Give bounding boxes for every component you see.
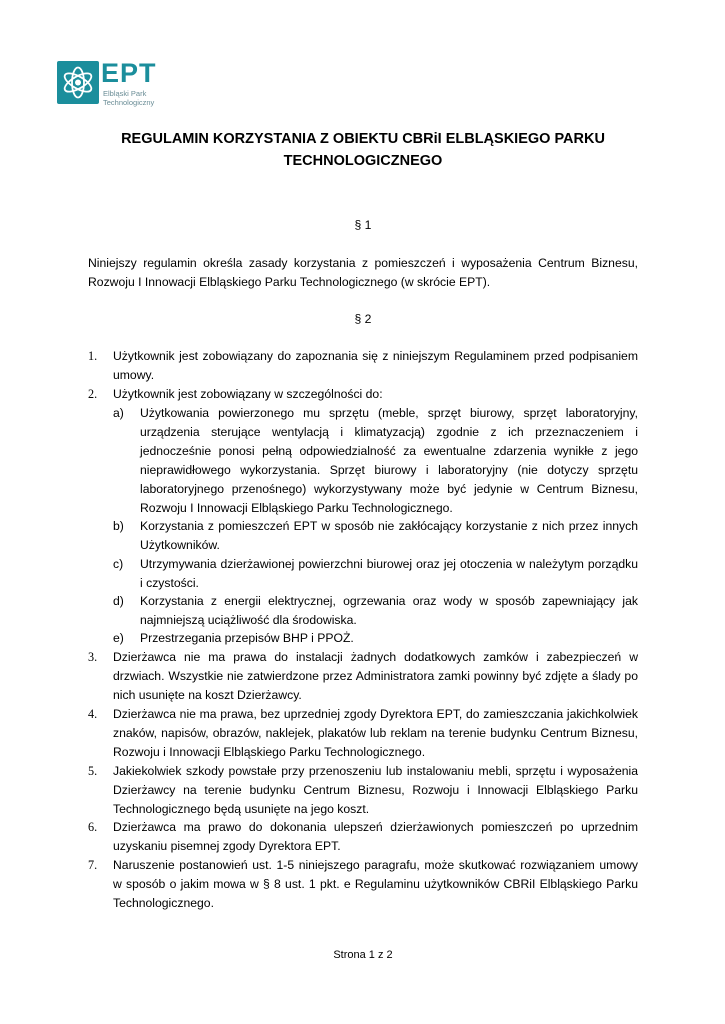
list-item: Naruszenie postanowień ust. 1-5 niniejszego paragrafu, może skutkować rozwiązaniem umowy w sposób o jakim mowa w § 8 ust. 1 pkt. e Regulaminu użytkowników CBRiI Elbląskiego Parku Technologicznego. [113, 858, 638, 910]
logo-subtitle-line1: Elbląski Park [103, 89, 147, 98]
section-2-mark: § 2 [354, 312, 372, 326]
list-item-number: 5. [88, 764, 98, 778]
sublist-item-letter: a) [113, 406, 124, 420]
list-item-number: 7. [88, 858, 98, 872]
list-item-number: 2. [88, 387, 98, 401]
sublist-item: Utrzymywania dzierżawionej powierzchni biurowej oraz jej otoczenia w należytym porządku i czystości. [140, 557, 638, 590]
sublist-item: Użytkowania powierzonego mu sprzętu (meble, sprzęt biurowy, sprzęt laboratoryjny, urządzenia sterujące wentylacją i klimatyzacją) zgodnie z ich przeznaczeniem i jednocześnie ponosi pełną odpowiedzialność za ewentualne zdarzenia wynikłe z jego nieprawidłowego wykorzystania. Sprzęt biurowy i laboratoryjny (nie dotyczy sprzętu laboratoryjnego przenośnego) wykorzystywany może być jedynie w Centrum Biznesu, Rozwoju I Innowacji Elbląskiego Parku Technologicznego. [140, 406, 638, 515]
logo-subtitle-line2: Technologiczny [103, 98, 155, 107]
section-1-text: Niniejszy regulamin określa zasady korzystania z pomieszczeń i wyposażenia Centrum Biznesu, Rozwoju I Innowacji Elbląskiego Parku Technologicznego (w skrócie EPT). [88, 256, 638, 289]
list-item-number: 4. [88, 707, 98, 721]
list-item-number: 1. [88, 349, 98, 363]
atom-icon [57, 61, 99, 104]
sublist-item: Korzystania z pomieszczeń EPT w sposób nie zakłócający korzystanie z nich przez innych Użytkowników. [140, 519, 638, 552]
title-line-2: TECHNOLOGICZNEGO [283, 153, 443, 169]
list-item: Dzierżawca ma prawo do dokonania ulepszeń dzierżawionych pomieszczeń po uprzednim uzyskaniu pisemnej zgody Dyrektora EPT. [113, 820, 638, 853]
list-item: Dzierżawca nie ma prawa, bez uprzedniej zgody Dyrektora EPT, do zamieszczania jakichkolwiek znaków, napisów, obrazów, naklejek, plakatów lub reklam na terenie budynku Centrum Biznesu, Rozwoju i Innowacji Elbląskiego Parku Technologicznego. [113, 707, 638, 759]
sublist-item-letter: b) [113, 519, 124, 533]
logo-name: EPT [101, 58, 157, 88]
list-item: Użytkownik jest zobowiązany w szczególności do: [113, 387, 383, 401]
list-item: Dzierżawca nie ma prawa do instalacji żadnych dodatkowych zamków i zabezpieczeń w drzwiach. Wszystkie nie zatwierdzone przez Administratora zamki powinny być zdjęte a ślady po nich usunięte na koszt Dzierżawcy. [113, 650, 638, 702]
sublist-item: Korzystania z energii elektrycznej, ogrzewania oraz wody w sposób zapewniający jak najmniejszą uciążliwość dla środowiska. [140, 594, 638, 627]
section-1-mark: § 1 [354, 218, 372, 232]
page-footer: Strona 1 z 2 [333, 949, 393, 961]
list-item: Jakiekolwiek szkody powstałe przy przenoszeniu lub instalowaniu mebli, sprzętu i wyposażenia Dzierżawcy na terenie budynku Centrum Biznesu, Rozwoju i Innowacji Elbląskiego Parku Technologicznego będą usunięte na jego koszt. [113, 764, 638, 816]
list-item-number: 3. [88, 650, 98, 664]
sublist-item-letter: d) [113, 594, 124, 608]
document-title [88, 128, 638, 172]
sublist-item: Przestrzegania przepisów BHP i PPOŻ. [140, 631, 354, 645]
list-item: Użytkownik jest zobowiązany do zapoznania się z niniejszym Regulaminem przed podpisaniem umowy. [113, 349, 638, 382]
list-item-number: 6. [88, 820, 98, 834]
logo-subtitle [103, 89, 154, 107]
ept-logo [57, 58, 167, 109]
sublist-item-letter: c) [113, 557, 124, 571]
title-line-1: REGULAMIN KORZYSTANIA Z OBIEKTU CBRiI ELBLĄSKIEGO PARKU [121, 131, 605, 147]
sublist-item-letter: e) [113, 631, 124, 645]
